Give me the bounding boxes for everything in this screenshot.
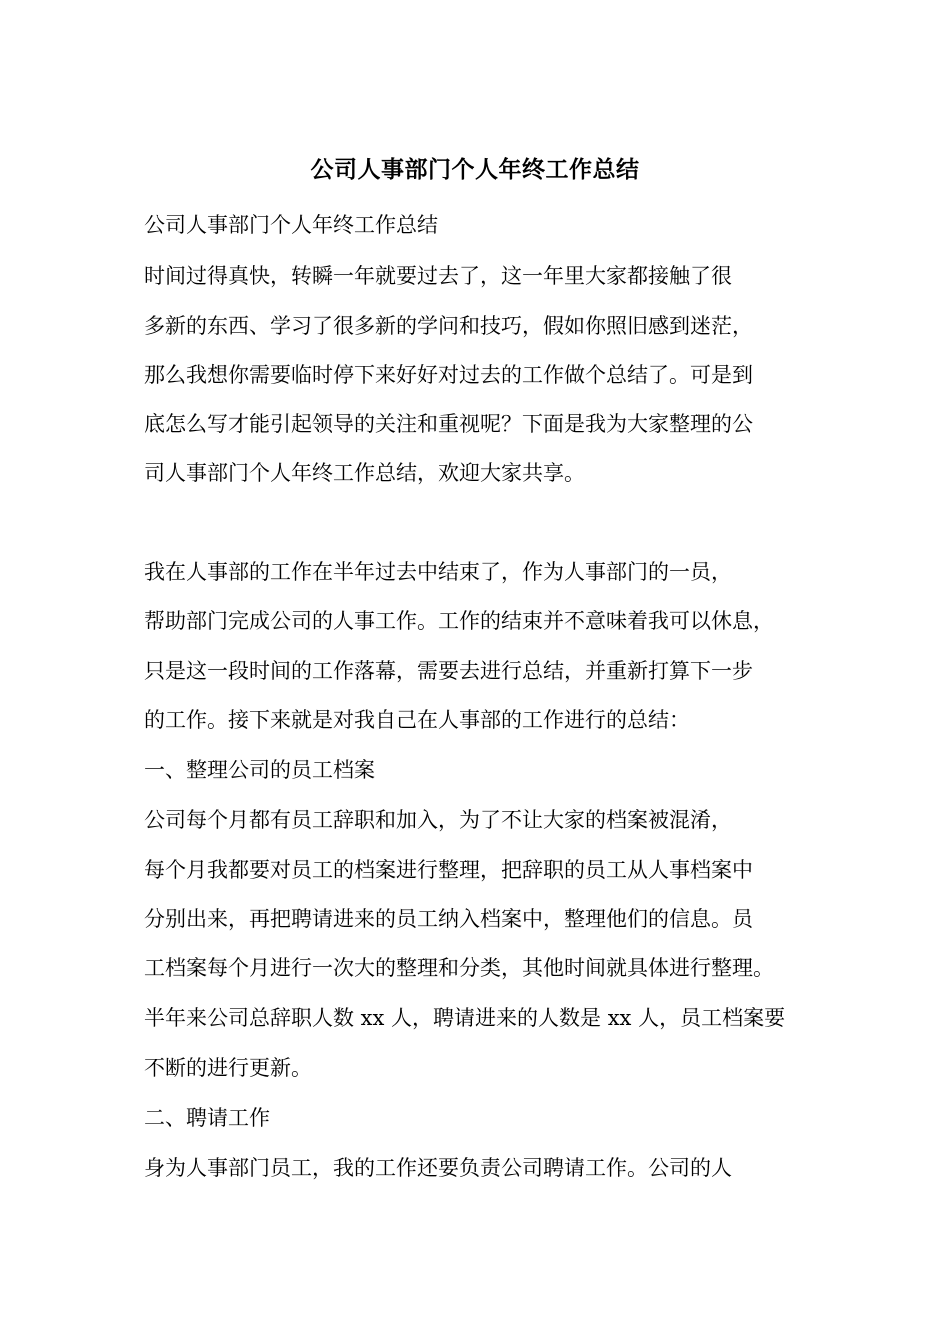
text-line: 司人事部门个人年终工作总结，欢迎大家共享。 [144, 461, 585, 485]
text-line: 身为人事部门员工，我的工作还要负责公司聘请工作。公司的人 [144, 1156, 732, 1180]
text-line: 多新的东西、学习了很多新的学问和技巧，假如你照旧感到迷茫， [144, 314, 753, 338]
document-title: 公司人事部门个人年终工作总结 [310, 156, 640, 183]
text-line: 不断的进行更新。 [144, 1056, 312, 1080]
text-line: 的工作。接下来就是对我自己在人事部的工作进行的总结： [144, 708, 690, 732]
text-line: 每个月我都要对员工的档案进行整理，把辞职的员工从人事档案中 [144, 858, 753, 882]
section-heading: 二、聘请工作 [144, 1106, 270, 1130]
text-line: 我在人事部的工作在半年过去中结束了，作为人事部门的一员， [144, 560, 732, 584]
text-line: 只是这一段时间的工作落幕，需要去进行总结，并重新打算下一步 [144, 659, 753, 683]
text-line: 帮助部门完成公司的人事工作。工作的结束并不意味着我可以休息， [144, 609, 774, 633]
text-line: 底怎么写才能引起领导的关注和重视呢？下面是我为大家整理的公 [144, 412, 753, 436]
section-heading: 一、整理公司的员工档案 [144, 758, 375, 782]
text-line: 半年来公司总辞职人数 xx 人，聘请进来的人数是 xx 人，员工档案要 [144, 1006, 786, 1030]
text-line: 那么我想你需要临时停下来好好对过去的工作做个总结了。可是到 [144, 363, 753, 387]
text-line: 分别出来，再把聘请进来的员工纳入档案中，整理他们的信息。员 [144, 907, 753, 931]
text-line: 工档案每个月进行一次大的整理和分类，其他时间就具体进行整理。 [144, 956, 774, 980]
text-line: 时间过得真快，转瞬一年就要过去了，这一年里大家都接触了很 [144, 264, 732, 288]
text-line: 公司人事部门个人年终工作总结 [144, 213, 438, 237]
text-line: 公司每个月都有员工辞职和加入，为了不让大家的档案被混淆， [144, 808, 732, 832]
